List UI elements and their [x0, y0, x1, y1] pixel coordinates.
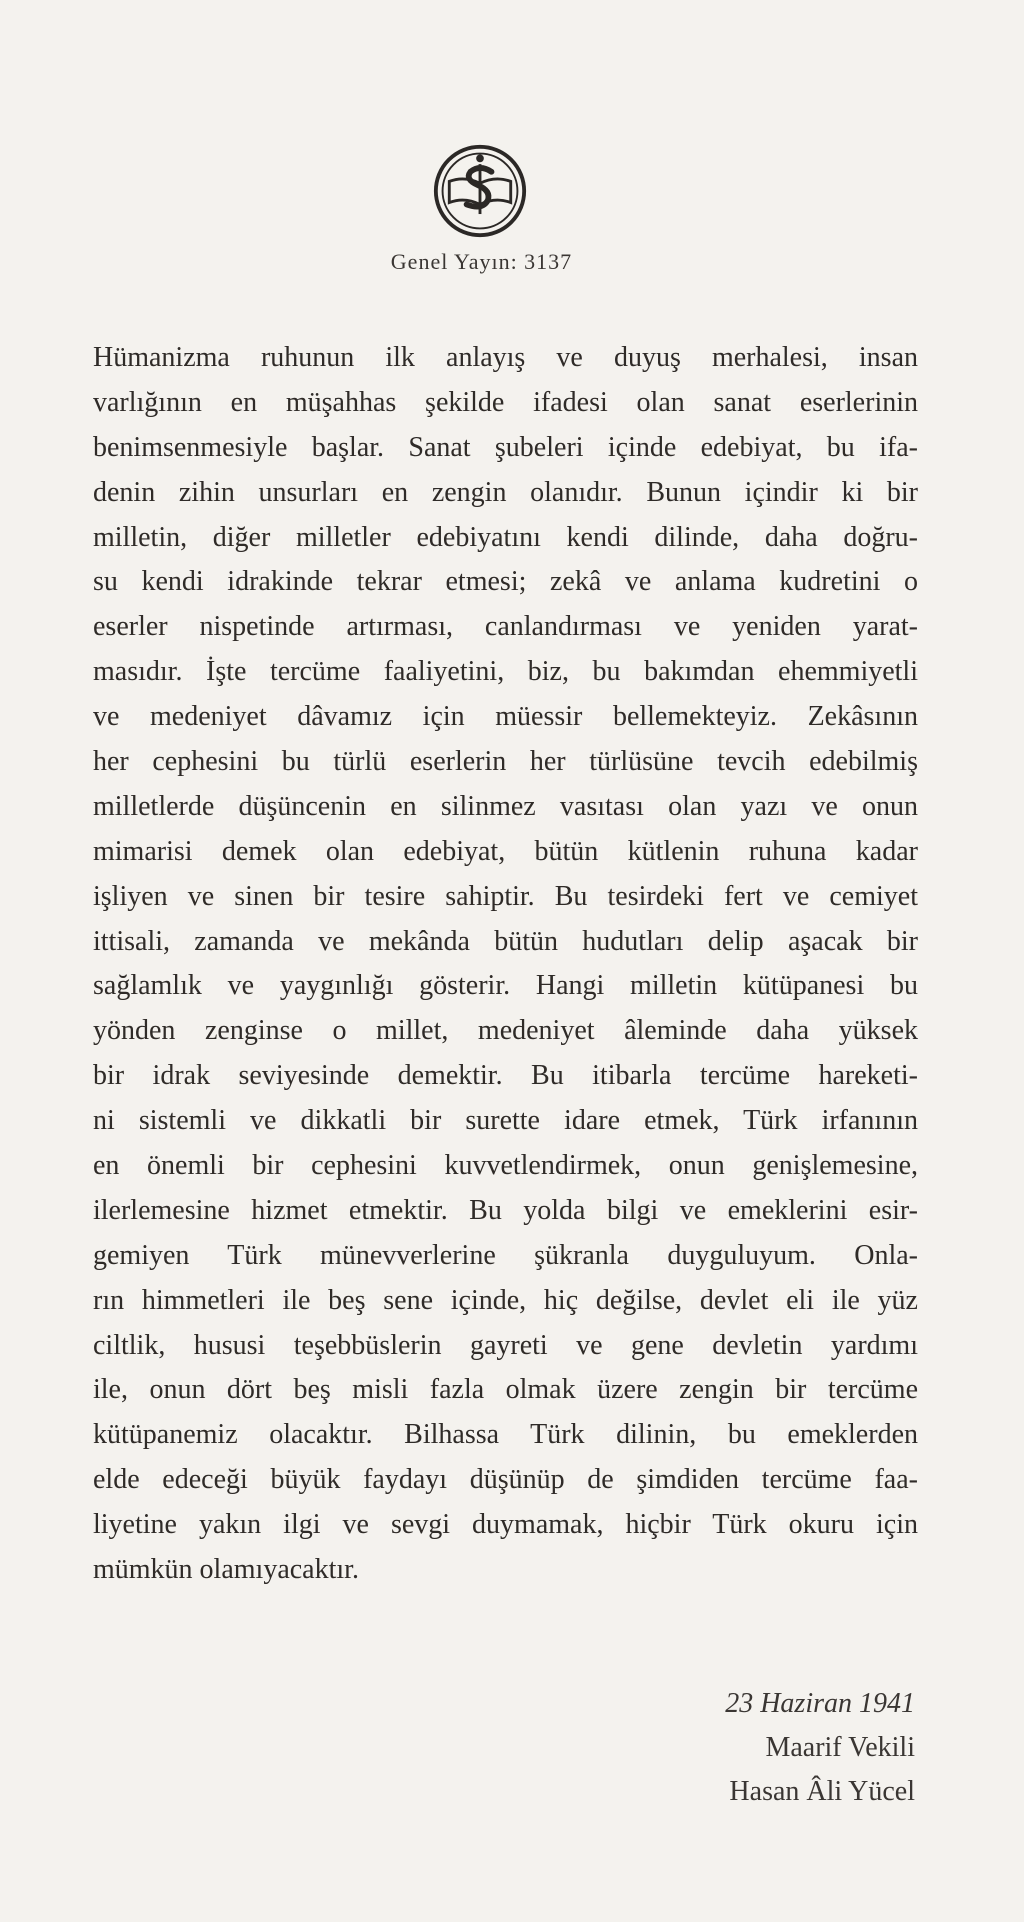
signature-date: 23 Haziran 1941	[725, 1688, 915, 1719]
body-line: kütüpanemiz olacaktır. Bilhassa Türk dilinin, bu emeklerden	[93, 1419, 918, 1451]
publisher-seal-icon	[432, 143, 528, 239]
body-line: rın himmetleri ile beş sene içinde, hiç değilse, devlet eli ile yüz	[93, 1284, 918, 1316]
body-line: eserler nispetinde artırması, canlandırması ve yeniden yarat-	[93, 611, 918, 643]
body-line: ilerlemesine hizmet etmektir. Bu yolda bilgi ve emeklerini esir-	[93, 1194, 918, 1226]
signature-name: Hasan Âli Yücel	[729, 1776, 915, 1807]
body-line: varlığının en müşahhas şekilde ifadesi olan sanat eserlerinin	[93, 386, 918, 418]
body-line: en önemli bir cephesini kuvvetlendirmek, onun genişlemesine,	[93, 1150, 918, 1182]
body-line: gemiyen Türk münevverlerine şükranla duyguluyum. Onla-	[93, 1239, 918, 1271]
publication-number: Genel Yayın: 3137	[390, 249, 573, 274]
body-paragraph	[93, 336, 918, 1593]
body-line: ile, onun dört beş misli fazla olmak üzere zengin bir tercüme	[93, 1374, 918, 1406]
body-line: ciltlik, hususi teşebbüslerin gayreti ve gene devletin yardımı	[93, 1329, 918, 1361]
body-line: bir idrak seviyesinde demektir. Bu itibarla tercüme hareketi-	[93, 1060, 918, 1092]
body-line: milletin, diğer milletler edebiyatını kendi dilinde, daha doğru-	[93, 521, 918, 553]
body-line: liyetine yakın ilgi ve sevgi duymamak, hiçbir Türk okuru için	[93, 1509, 918, 1541]
body-line: ittisali, zamanda ve mekânda bütün hudutları delip aşacak bir	[93, 925, 918, 957]
body-line: ni sistemli ve dikkatli bir surette idare etmek, Türk irfanının	[93, 1105, 918, 1137]
body-line: her cephesini bu türlü eserlerin her türlüsüne tevcih edebilmiş	[93, 746, 918, 778]
body-line: masıdır. İşte tercüme faaliyetini, biz, bu bakımdan ehemmiyetli	[93, 656, 918, 688]
body-line: milletlerde düşüncenin en silinmez vasıtası olan yazı ve onun	[93, 790, 918, 822]
body-line: Hümanizma ruhunun ilk anlayış ve duyuş merhalesi, insan	[93, 342, 918, 373]
body-line: benimsenmesiyle başlar. Sanat şubeleri içinde edebiyat, bu ifa-	[93, 431, 918, 463]
body-line: yönden zenginse o millet, medeniyet âleminde daha yüksek	[93, 1015, 918, 1047]
body-line: elde edeceği büyük faydayı düşünüp de şimdiden tercüme faa-	[93, 1464, 918, 1496]
signature-title: Maarif Vekili	[765, 1732, 915, 1763]
body-line: mümkün olamıyacaktır.	[93, 1554, 359, 1586]
body-line: su kendi idrakinde tekrar etmesi; zekâ ve anlama kudretini o	[93, 566, 918, 598]
body-line: mimarisi demek olan edebiyat, bütün kütlenin ruhuna kadar	[93, 835, 918, 867]
body-line: işliyen ve sinen bir tesire sahiptir. Bu tesirdeki fert ve cemiyet	[93, 880, 918, 912]
body-line: sağlamlık ve yaygınlığı gösterir. Hangi milletin kütüpanesi bu	[93, 970, 918, 1002]
signature-block	[725, 1682, 915, 1814]
body-line: ve medeniyet dâvamız için müessir bellemekteyiz. Zekâsının	[93, 701, 918, 733]
body-line: denin zihin unsurları en zengin olanıdır. Bunun içindir ki bir	[93, 476, 918, 508]
